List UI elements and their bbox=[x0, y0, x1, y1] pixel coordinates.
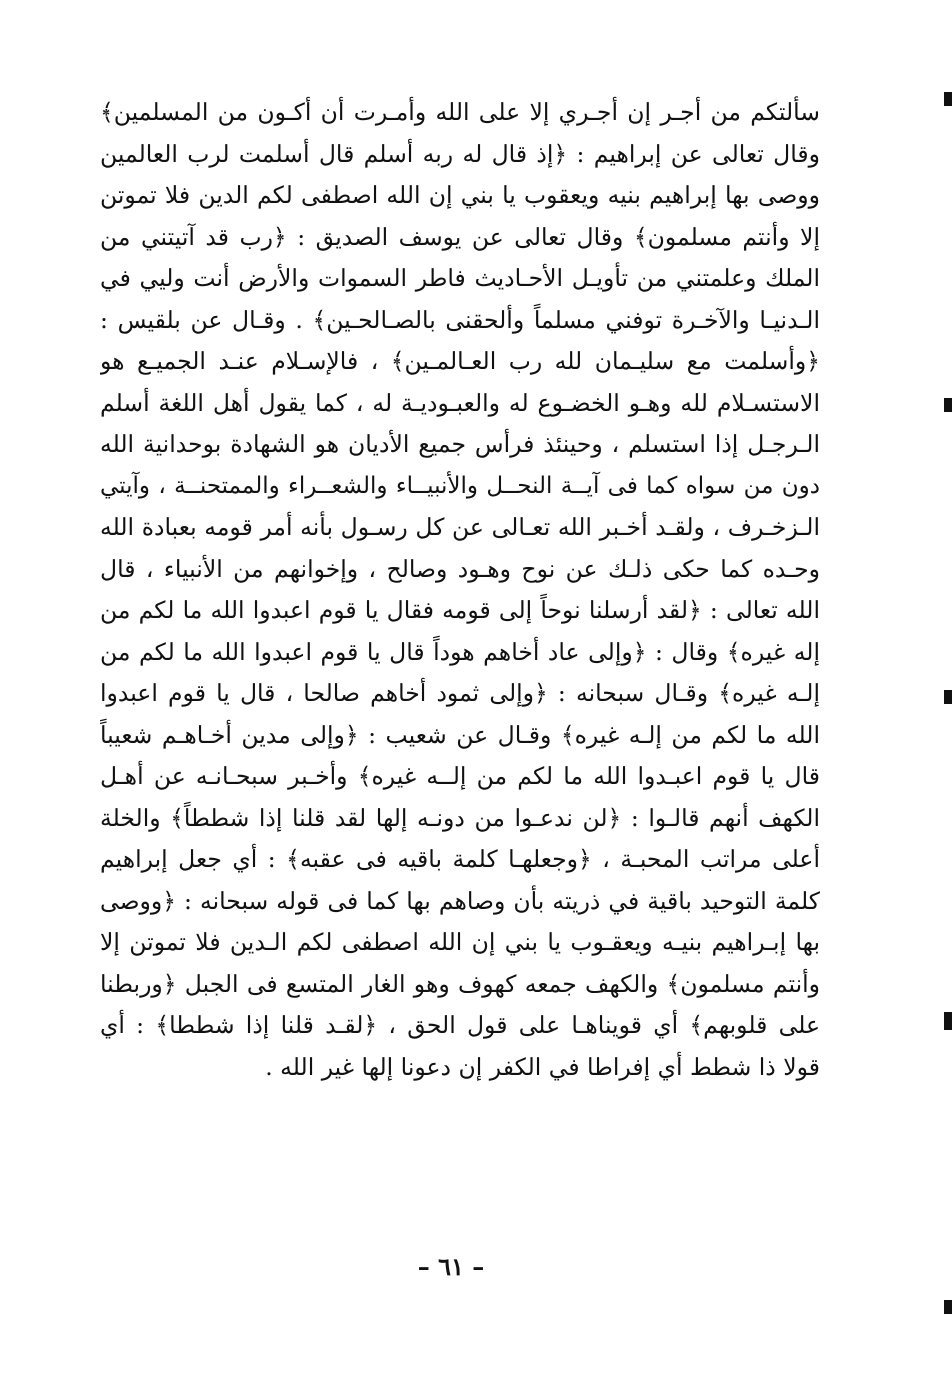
text-line: سألتكم من أجـر إن أجـري إلا على الله وأمـرت أن أكـون من المسلمين﴾ bbox=[100, 98, 820, 126]
text-line: إله غيره﴾ وقال : ﴿وإلى عاد أخاهم هوداً قال يا قوم اعبدوا الله ما لكم من bbox=[100, 637, 820, 666]
text-line: إلا وأنتم مسلمون﴾ وقال تعالى عن يوسف الصديق : ﴿رب قد آتيتني من bbox=[100, 222, 820, 251]
text-line: على قلوبهم﴾ أي قويناهـا على قول الحق ، ﴿لقـد قلنا إذا شططا﴾ : أي bbox=[100, 1011, 820, 1039]
text-line: قولا ذا شطط أي إفراطا في الكفر إن دعونا إلها غير الله . bbox=[265, 1052, 820, 1081]
text-line: قال يا قوم اعبـدوا الله ما لكم من إلــه غيره﴾ وأخـبر سبحـانـه عن أهـل bbox=[100, 762, 820, 790]
text-line: الاستسـلام لله وهـو الخضـوع له والعبـوديـة له ، كما يقول أهل اللغة أسلم bbox=[100, 388, 820, 417]
text-line: الـرجـل إذا استسلم ، وحينئذ فرأس جميع الأديان هو الشهادة بوحدانية الله bbox=[100, 430, 820, 458]
text-line: أعلى مراتب المحبـة ، ﴿وجعلهـا كلمة باقيه فى عقبه﴾ : أي جعل إبراهيم bbox=[100, 845, 820, 873]
text-line: بها إبـراهيم بنيـه ويعقـوب يا بني إن الله اصطفى لكم الـدين فلا تموتن إلا bbox=[100, 928, 820, 956]
page-number: – ٦١ – bbox=[417, 1252, 485, 1281]
text-line: وأنتم مسلمون﴾ والكهف جمعه كهوف وهو الغار المتسع فى الجبل ﴿وربطنا bbox=[100, 969, 820, 998]
text-line: الكهف أنهم قالـوا : ﴿لن ندعـوا من دونـه إلها لقد قلنا إذا شططاً﴾ والخلة bbox=[100, 803, 820, 832]
text-line: وقال تعالى عن إبراهيم : ﴿إذ قال له ربه أسلم قال أسلمت لرب العالمين bbox=[100, 139, 820, 168]
text-line: إلـه غيره﴾ وقـال سبحانه : ﴿وإلى ثمود أخاهم صالحا ، قال يا قوم اعبدوا bbox=[100, 679, 820, 707]
text-line: ووصى بها إبراهيم بنيه ويعقوب يا بني إن الله اصطفى لكم الدين فلا تموتن bbox=[100, 181, 820, 209]
text-line: الله تعالى : ﴿لقد أرسلنا نوحاً إلى قومه فقال يا قوم اعبدوا الله ما لكم من bbox=[100, 596, 820, 624]
text-line: كلمة التوحيد باقية في ذريته بأن وصاهم بها كما فى قوله سبحانه : ﴿ووصى bbox=[100, 886, 820, 915]
text-line: الـدنيـا والآخـرة توفني مسلماً وألحقنى بالصـالحـين﴾ . وقـال عن بلقيس : bbox=[100, 305, 820, 334]
body-text bbox=[100, 92, 820, 1088]
scan-edge-mark bbox=[944, 92, 952, 106]
text-line: الله ما لكم من إلـه غيره﴾ وقـال عن شعيب : ﴿وإلى مدين أخـاهـم شعيباً bbox=[100, 720, 820, 749]
scan-edge-mark bbox=[944, 690, 952, 704]
scan-edge-mark bbox=[944, 398, 952, 412]
text-line: ﴿وأسلمت مع سليـمان لله رب العـالمـين﴾ ، فالإسـلام عنـد الجميـع هو bbox=[100, 347, 820, 375]
text-line: دون من سواه كما فى آيــة النحــل والأنبيــاء والشعــراء والممتحنــة ، وآيتي bbox=[100, 472, 820, 499]
text-line: الـزخـرف ، ولقـد أخـبر الله تعـالى عن كل رسـول بأنه أمر قومه بعبادة الله bbox=[100, 513, 820, 541]
scan-edge-mark bbox=[944, 1300, 952, 1314]
text-line: وحـده كما حكى ذلـك عن نوح وهـود وصالح ، وإخوانهم من الأنبياء ، قال bbox=[100, 554, 820, 583]
text-line: الملك وعلمتني من تأويـل الأحـاديث فاطر السموات والأرض أنت وليي في bbox=[100, 264, 820, 292]
scan-edge-mark bbox=[944, 1012, 952, 1030]
